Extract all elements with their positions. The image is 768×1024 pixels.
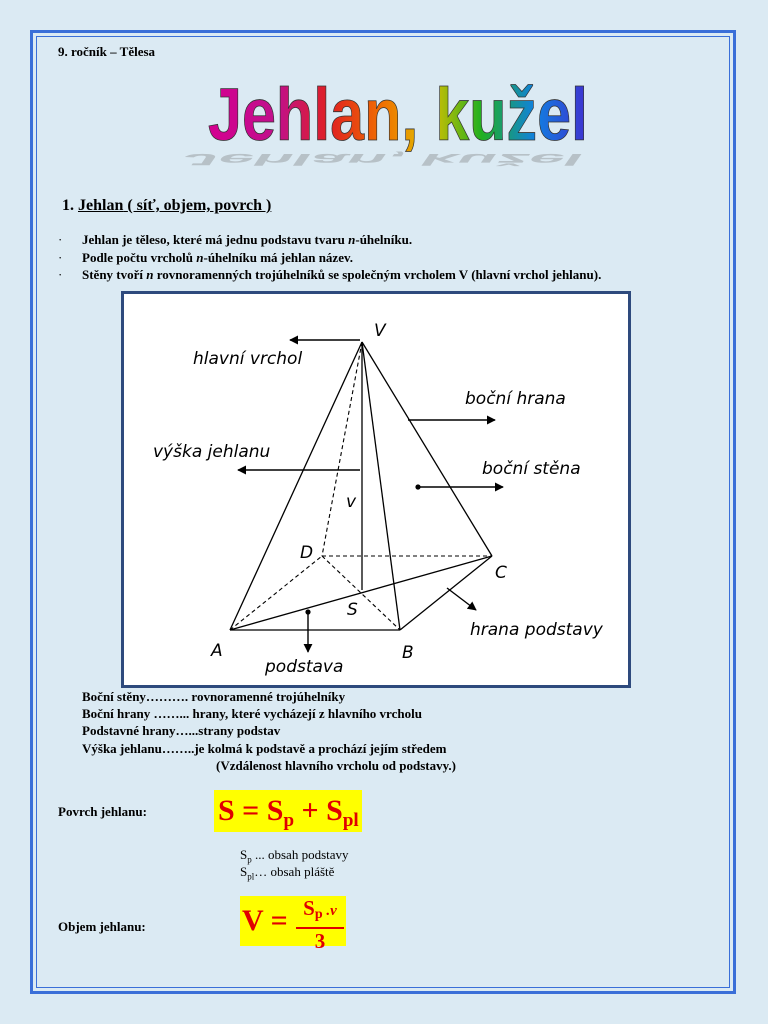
label-hrana-podstavy: hrana podstavy [470, 620, 603, 640]
header-text: 9. ročník – Tělesa [58, 44, 156, 59]
surface-formula: $S = S_p + S_{pl}$ [214, 790, 362, 832]
label-V: V [374, 321, 386, 341]
section-title: Jehlan ( síť, objem, povrch ) [78, 197, 272, 214]
point-bocni-stena [415, 484, 420, 489]
label-B: B [402, 643, 414, 663]
label-C: C [495, 563, 507, 583]
list-item: · Stěny tvoří n rovnoramenných trojúhelníků se společným vrcholem V (hlavní vrchol jehlanu). [58, 267, 602, 282]
list-item: · Podle počtu vrcholů n-úhelníku má jehlan název. [58, 249, 354, 265]
edge-VC [362, 342, 492, 556]
list-item: Boční hrany ……... hrany, které vycházejí z hlavního vrcholu [82, 706, 422, 722]
title-shadow: Jehlan, kužel [175, 150, 650, 169]
label-vyska-jehlanu: výška jehlanu [153, 442, 271, 462]
label-hlavni-vrchol: hlavní vrchol [193, 349, 303, 369]
label-D: D [300, 543, 314, 563]
volume-fraction: $S_p$ .v 3 [294, 896, 346, 953]
list-item: Boční stěny………. rovnoramenné trojúhelníky [82, 689, 346, 704]
volume-formula: V = $S_p$ .v 3 [240, 896, 346, 946]
section-number: 1. [62, 197, 74, 214]
edge-VA [230, 342, 362, 630]
definition-list [82, 689, 456, 775]
list-item: (Vzdálenost hlavního vrcholu od podstavy.) [216, 757, 456, 773]
label-S: S [347, 600, 358, 620]
list-item: Výška jehlanu……..je kolmá k podstavě a prochází jejím středem [82, 740, 447, 756]
label-podstava: podstava [265, 657, 344, 677]
title-wordart [175, 70, 650, 170]
label-v: v [346, 492, 357, 512]
label-bocni-hrana: boční hrana [465, 389, 566, 409]
legend-sp: $S_p$ ... obsah podstavy [240, 847, 349, 865]
edge-BC [400, 556, 492, 630]
legend-spl: $S_{pl}\dots$ obsah pláště [240, 864, 335, 882]
section-heading [62, 197, 271, 215]
pyramid-figure [121, 291, 631, 688]
bullet-list [58, 232, 601, 285]
surface-label: Povrch jehlanu: [58, 804, 147, 819]
label-A: A [211, 641, 223, 661]
list-item: · Jehlan je těleso, které má jednu podstavu tvaru n-úhelníku. [58, 232, 413, 247]
arrow-hrana-podstavy [447, 588, 476, 610]
title-text: Jehlan, kužel [208, 73, 588, 156]
hidden-edge-VD [322, 342, 362, 556]
point-podstava [305, 609, 310, 614]
label-bocni-stena: boční stěna [482, 459, 581, 479]
pyramid-diagram [124, 294, 628, 685]
list-item: Podstavné hrany…...strany podstav [82, 723, 281, 739]
volume-label: Objem jehlanu: [58, 919, 146, 934]
